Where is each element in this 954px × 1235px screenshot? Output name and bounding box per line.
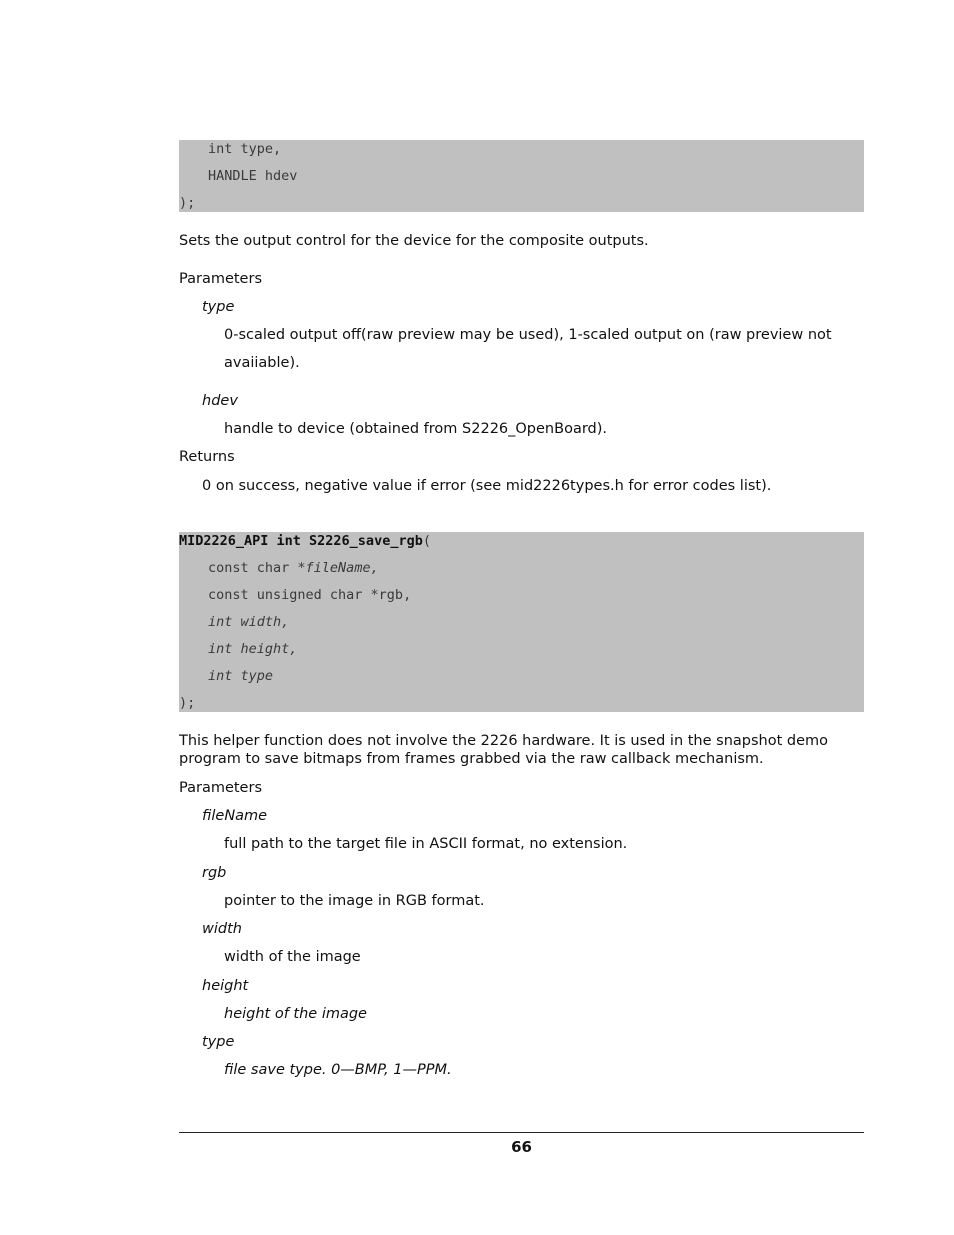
page-number: 66 <box>511 1138 532 1156</box>
param-name: type <box>202 1034 235 1050</box>
param-name: hdev <box>202 393 238 409</box>
code-line: ); <box>179 195 196 211</box>
code-line: int type, <box>208 141 282 157</box>
function-description: Sets the output control for the device for the composite outputs. <box>179 233 649 249</box>
code-block-1 <box>179 140 864 212</box>
parameters-heading: Parameters <box>179 271 262 287</box>
param-description: handle to device (obtained from S2226_OpenBoard). <box>224 421 608 437</box>
param-name: fileName <box>202 808 268 824</box>
code-line: const unsigned char *rgb, <box>208 587 412 603</box>
function-signature <box>179 533 431 549</box>
signature-text: MID2226_API int S2226_save_rgb <box>179 533 423 549</box>
param-description: 0-scaled output off(raw preview may be used), 1-scaled output on (raw preview not <box>224 327 832 343</box>
param-description: file save type. 0—BMP, 1—PPM. <box>224 1062 452 1078</box>
footer-rule <box>179 1132 864 1133</box>
code-line: HANDLE hdev <box>208 168 298 184</box>
param-name: type <box>202 299 235 315</box>
code-line: int width, <box>208 614 290 630</box>
parameters-heading: Parameters <box>179 780 262 796</box>
code-block-2 <box>179 532 864 712</box>
code-line: int height, <box>208 641 298 657</box>
param-name: width <box>202 921 242 937</box>
param-name: rgb <box>202 865 227 881</box>
param-description-cont: avaiiable). <box>224 355 300 371</box>
code-line: ); <box>179 695 196 711</box>
param-description: height of the image <box>224 1006 367 1022</box>
param-description: width of the image <box>224 949 361 965</box>
returns-heading: Returns <box>179 449 235 465</box>
param-description: full path to the target file in ASCII format, no extension. <box>224 836 628 852</box>
arg-name: fileName, <box>305 560 379 576</box>
param-name: height <box>202 978 249 994</box>
code-line: int type <box>208 668 274 684</box>
returns-description: 0 on success, negative value if error (see mid2226types.h for error codes list). <box>202 478 772 494</box>
code-line <box>208 560 379 576</box>
param-description: pointer to the image in RGB format. <box>224 893 485 909</box>
arg-prefix: const char * <box>208 560 306 576</box>
function-description: This helper function does not involve the 2226 hardware. It is used in the snapshot demo program to save bitmaps from frames grabbed via the raw callback mechanism. <box>179 733 829 767</box>
open-paren: ( <box>422 533 431 549</box>
